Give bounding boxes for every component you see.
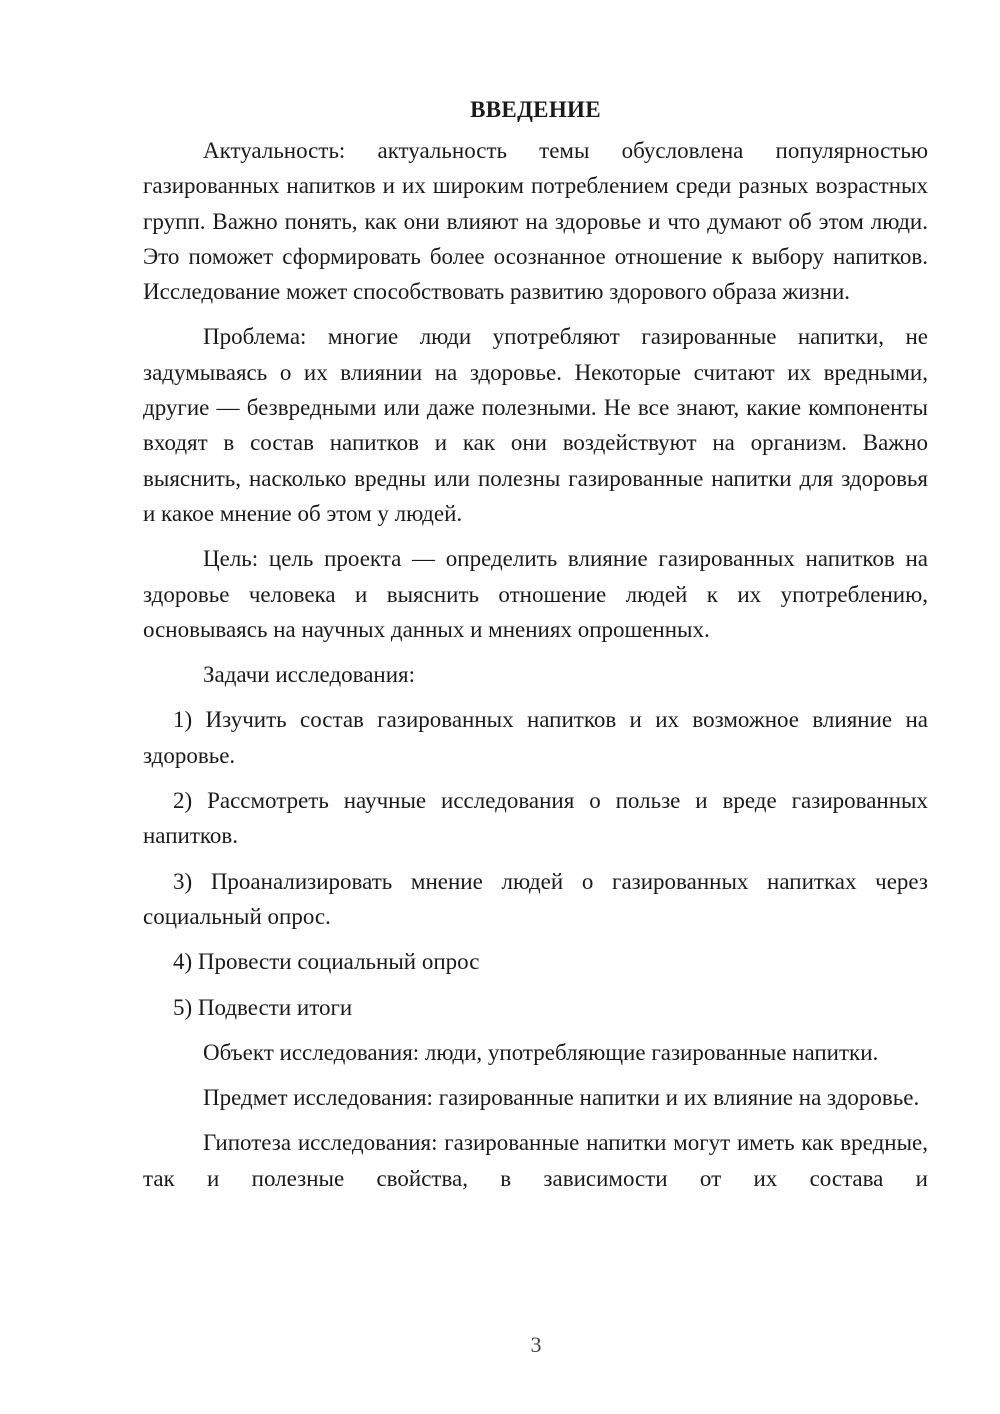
task-item-4: 4) Провести социальный опрос (173, 949, 480, 975)
paragraph-goal: Цель: цель проекта — определить влияние газированных напитков на здоровье человека и выяснить отношение людей к их употреблению, основываясь на научных данных и мнениях опрошенных. (143, 546, 928, 642)
task-item-1: 1) Изучить состав газированных напитков и их возможное влияние на здоровье. (143, 707, 928, 768)
paragraph-subject: Предмет исследования: газированные напитки и их влияние на здоровье. (203, 1085, 920, 1111)
task-item-5: 5) Подвести итоги (173, 994, 353, 1020)
page-number: 3 (530, 1332, 542, 1357)
paragraph-hypothesis: Гипотеза исследования: газированные напитки могут иметь как вредные, так и полезные свойства, в зависимости от их состава и (143, 1130, 928, 1191)
paragraph-object: Объект исследования: люди, употребляющие газированные напитки. (203, 1039, 879, 1065)
document-page (143, 92, 928, 1196)
section-heading: ВВЕДЕНИЕ (470, 97, 601, 122)
paragraph-problem: Проблема: многие люди употребляют газированные напитки, не задумываясь о их влиянии на здоровье. Некоторые считают их вредными, другие — безвредными или даже полезными. Не все знают, какие компоненты входят в состав напитков и как они воздействуют на организм. Важно выяснить, насколько вредны или полезны газированные напитки для здоровья и какое мнение об этом у людей. (143, 324, 928, 526)
task-item-3: 3) Проанализировать мнение людей о газированных напитках через социальный опрос. (143, 868, 928, 929)
paragraph-relevance: Актуальность: актуальность темы обусловлена популярностью газированных напитков и их широким потреблением среди разных возрастных групп. Важно понять, как они влияют на здоровье и что думают об этом люди. Это поможет сформировать более осознанное отношение к выбору напитков. Исследование может способствовать развитию здорового образа жизни. (143, 138, 928, 305)
task-item-2: 2) Рассмотреть научные исследования о пользе и вреде газированных напитков. (143, 788, 928, 849)
paragraph-tasks-heading: Задачи исследования: (203, 662, 416, 688)
